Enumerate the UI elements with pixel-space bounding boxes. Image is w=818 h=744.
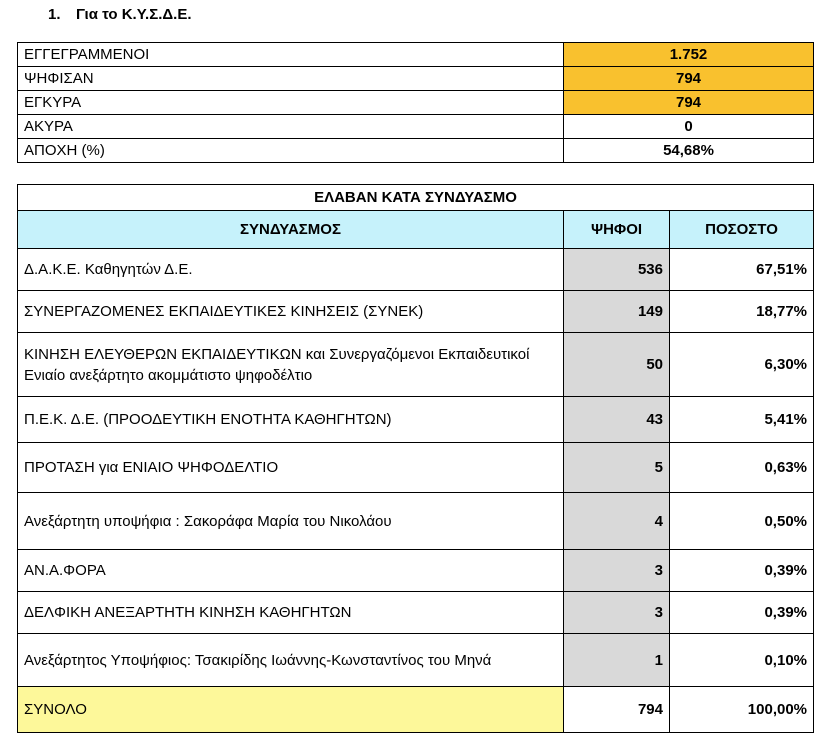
summary-label: ΑΚΥΡΑ: [18, 115, 564, 139]
party-percent: 5,41%: [670, 397, 814, 443]
summary-row-registered: [18, 43, 814, 67]
party-percent: 6,30%: [670, 333, 814, 397]
party-percent: 0,39%: [670, 550, 814, 592]
table-row: [18, 550, 814, 592]
column-header-votes: ΨΗΦΟΙ: [564, 211, 670, 249]
summary-value: 0: [564, 115, 814, 139]
summary-value: 1.752: [564, 43, 814, 67]
summary-value: 794: [564, 91, 814, 115]
party-name: ΠΡΟΤΑΣΗ για ΕΝΙΑΙΟ ΨΗΦΟΔΕΛΤΙΟ: [18, 443, 564, 493]
results-table: [17, 184, 814, 733]
party-votes: 3: [564, 550, 670, 592]
summary-value: 54,68%: [564, 139, 814, 163]
party-name: ΑΝ.Α.ΦΟΡΑ: [18, 550, 564, 592]
party-name: ΔΕΛΦΙΚΗ ΑΝΕΞΑΡΤΗΤΗ ΚΙΝΗΣΗ ΚΑΘΗΓΗΤΩΝ: [18, 592, 564, 634]
party-percent: 0,50%: [670, 493, 814, 550]
party-name: Ανεξάρτητη υποψήφια : Σακοράφα Μαρία του Νικολάου: [18, 493, 564, 550]
table-row: [18, 249, 814, 291]
party-votes: 50: [564, 333, 670, 397]
table-row: [18, 397, 814, 443]
section-title: Για το Κ.Υ.Σ.Δ.Ε.: [76, 6, 192, 23]
total-votes: 794: [564, 687, 670, 733]
party-votes: 43: [564, 397, 670, 443]
total-percent: 100,00%: [670, 687, 814, 733]
party-name: Δ.Α.Κ.Ε. Καθηγητών Δ.Ε.: [18, 249, 564, 291]
summary-row-voted: [18, 67, 814, 91]
table-row: [18, 592, 814, 634]
party-votes: 1: [564, 634, 670, 687]
results-caption: ΕΛΑΒΑΝ ΚΑΤΑ ΣΥΝΔΥΑΣΜΟ: [18, 185, 814, 211]
summary-label: ΕΓΓΕΓΡΑΜΜΕΝΟΙ: [18, 43, 564, 67]
section-number: 1.: [48, 6, 61, 23]
party-name: Ανεξάρτητος Υποψήφιος: Τσακιρίδης Ιωάννης-Κωνσταντίνος του Μηνά: [18, 634, 564, 687]
party-percent: 67,51%: [670, 249, 814, 291]
summary-label: ΑΠΟΧΗ (%): [18, 139, 564, 163]
party-votes: 3: [564, 592, 670, 634]
table-row: [18, 291, 814, 333]
party-percent: 0,10%: [670, 634, 814, 687]
section-heading: [48, 6, 192, 23]
total-label: ΣΥΝΟΛΟ: [18, 687, 564, 733]
summary-row-valid: [18, 91, 814, 115]
column-header-percent: ΠΟΣΟΣΤΟ: [670, 211, 814, 249]
summary-label: ΨΗΦΙΣΑΝ: [18, 67, 564, 91]
table-row: [18, 634, 814, 687]
party-percent: 0,63%: [670, 443, 814, 493]
party-percent: 0,39%: [670, 592, 814, 634]
total-row: [18, 687, 814, 733]
summary-row-abstention: [18, 139, 814, 163]
party-votes: 4: [564, 493, 670, 550]
table-row: [18, 333, 814, 397]
table-row: [18, 443, 814, 493]
party-percent: 18,77%: [670, 291, 814, 333]
party-votes: 536: [564, 249, 670, 291]
results-header-row: [18, 211, 814, 249]
summary-table: [17, 42, 814, 163]
party-name: ΣΥΝΕΡΓΑΖΟΜΕΝΕΣ ΕΚΠΑΙΔΕΥΤΙΚΕΣ ΚΙΝΗΣΕΙΣ (ΣΥΝΕΚ): [18, 291, 564, 333]
party-votes: 5: [564, 443, 670, 493]
party-votes: 149: [564, 291, 670, 333]
column-header-name: ΣΥΝΔΥΑΣΜΟΣ: [18, 211, 564, 249]
party-name: ΚΙΝΗΣΗ ΕΛΕΥΘΕΡΩΝ ΕΚΠΑΙΔΕΥΤΙΚΩΝ και Συνεργαζόμενοι Εκπαιδευτικοί Ενιαίο ανεξάρτητο ακομμάτιστο ψηφοδέλτιο: [18, 333, 564, 397]
party-name: Π.Ε.Κ. Δ.Ε. (ΠΡΟΟΔΕΥΤΙΚΗ ΕΝΟΤΗΤΑ ΚΑΘΗΓΗΤΩΝ): [18, 397, 564, 443]
table-row: [18, 493, 814, 550]
summary-row-invalid: [18, 115, 814, 139]
results-caption-row: [18, 185, 814, 211]
summary-value: 794: [564, 67, 814, 91]
summary-label: ΕΓΚΥΡΑ: [18, 91, 564, 115]
